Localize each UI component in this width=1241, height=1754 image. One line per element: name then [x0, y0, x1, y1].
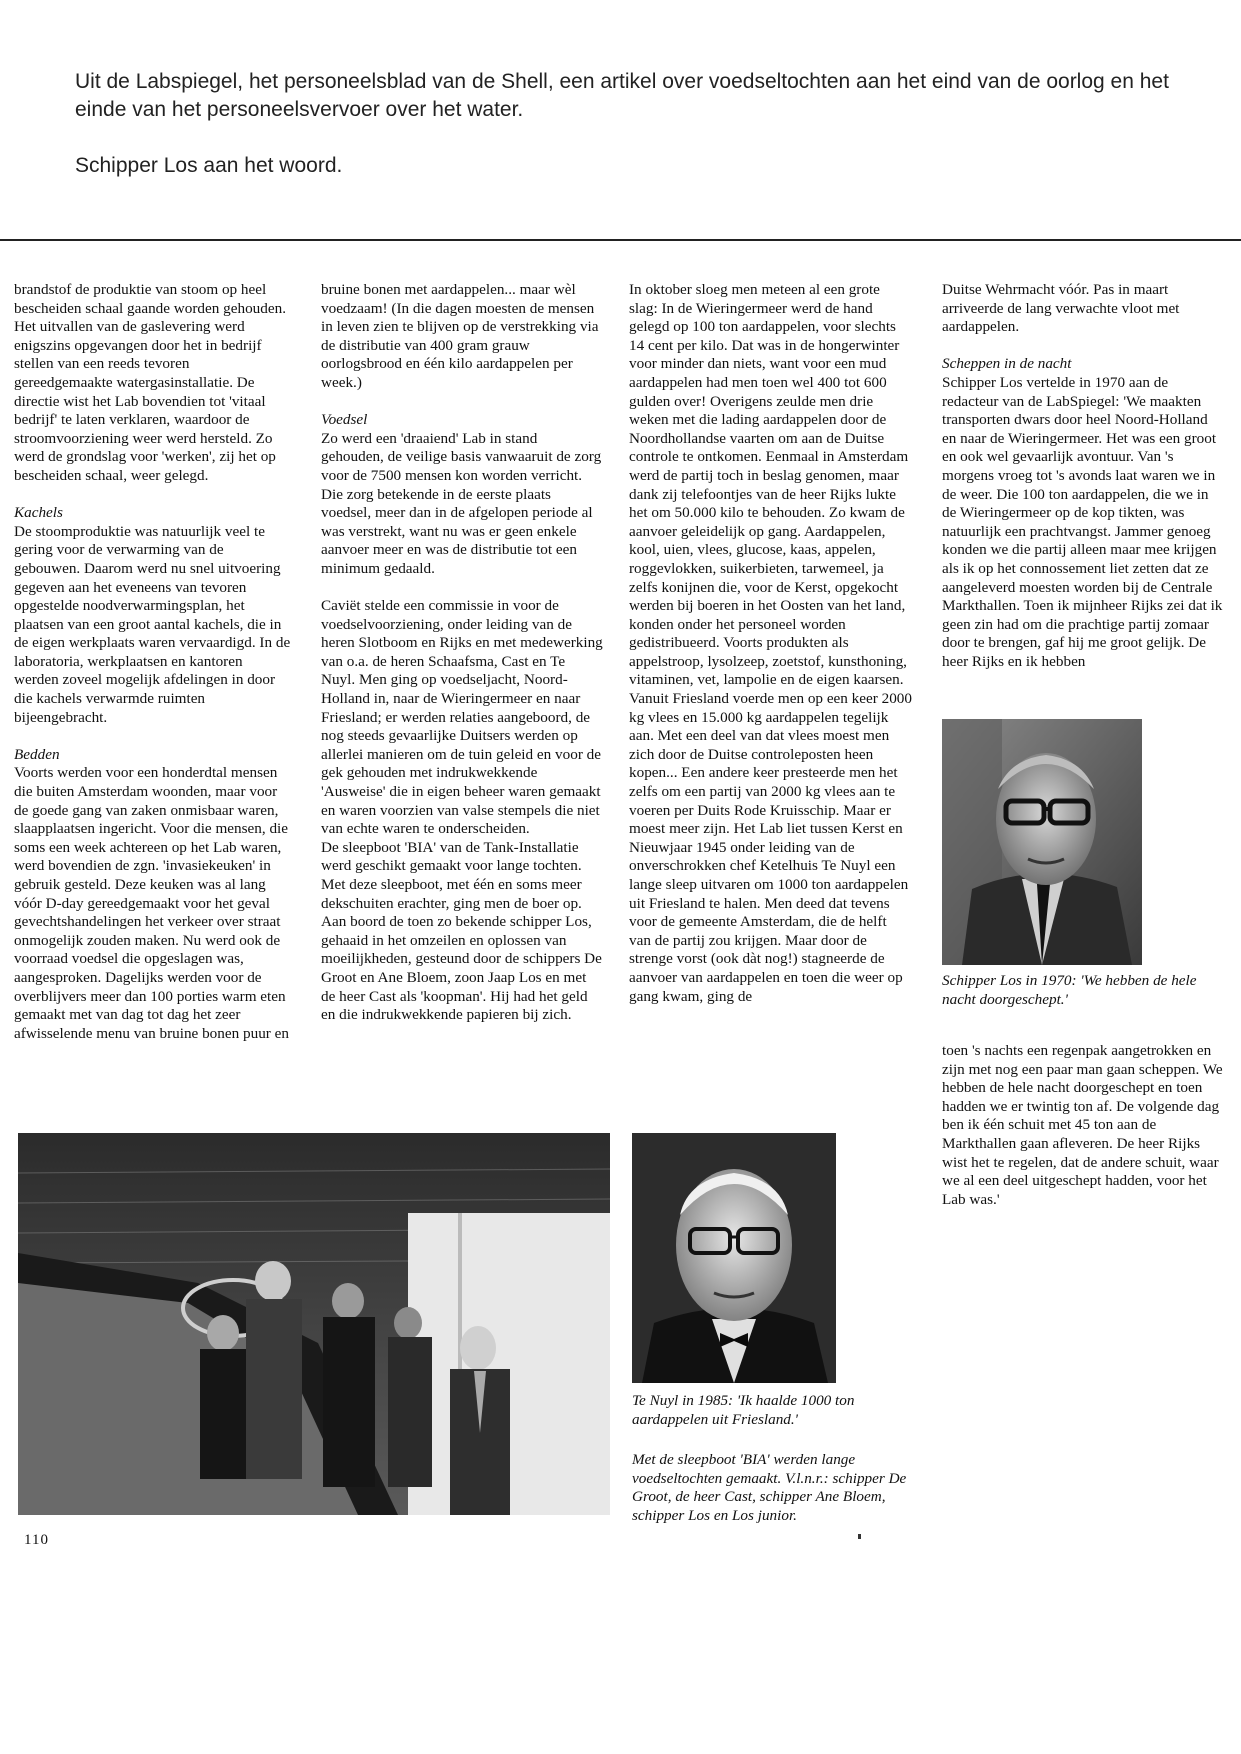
paragraph: De stoomproduktie was natuurlijk veel te gering voor de verwarming van de gebouwen. Daarom werd nu snel uitvoering gegeven aan het eveneens van tevoren opgestelde noodverwarmingsplan, het plaatsen van een groot aantal kachels, die in de eigen werkplaats waren vervaardigd. In de laboratoria, werkplaatsen en kantoren werden zoveel mogelijk afdelingen in door die kachels verwarmde ruimten bijeengebracht. — [14, 522, 291, 726]
intro-paragraph: Schipper Los aan het woord. — [75, 154, 343, 177]
page-number: 110 — [24, 1532, 49, 1548]
paragraph: brandstof de produktie van stoom op heel bescheiden schaal gaande worden gehouden. Het uitvallen van de gaslevering werd enigszins opgevangen door het in bedrijf stellen van een reeds tevoren gereedgemaakte watergasinstallatie. De directie wist het Lab bovendien tot 'vitaal bedrijf' te laten verklaren, waardoor de stroomvoorziening weer werd hersteld. Zo werd de grondslag voor 'werken', zij het op bescheiden schaal, weer gelegd. — [14, 281, 286, 484]
article-column-4 — [942, 281, 1225, 671]
paragraph: Vanuit Friesland voerde men op een keer 2000 kg vlees en 15.000 kg aardappelen tegelijk aan. Met een deel van dat vlees moest men zich door de Duitse controleposten heen kopen... Een andere keer presteerde men het zelfs om een partij van 2000 kg vlees aan te voeren per Duits Rode Kruisschip. Maar er moest meer zijn. Het Lab liet tussen Kerst en Nieuwjaar 1945 onder leiding van de onverschrokken chef Ketelhuis Te Nuyl een lange sleep uitvaren om 1000 ton aardappelen uit Friesland te halen. Men deed dat tevens voor de gemeente Amsterdam, die de helft van de partij zou krijgen. Maar door de strenge vorst (ook dàt nog!) stagneerde de aanvoer van aardappelen en toen die weer op gang kwam, ging de — [629, 690, 912, 1005]
portrait-image — [632, 1133, 836, 1383]
paragraph: bruine bonen met aardappelen... maar wèl voedzaam! (In die dagen moesten de mensen in leven zien te blijven op de verstrekking via de distributie van 400 gram grauw oorlogsbrood en één kilo aardappelen per week.) — [321, 281, 599, 391]
paragraph: Zo werd een 'draaiend' Lab in stand gehouden, de veilige basis vanwaaruit de zorg voor de 7500 mensen kon worden verricht. Die zorg betekende in de eerste plaats voedsel, meer dan in de afgelopen periode al was verstrekt, want nu was er geen enkele aanvoer meer en was de distributie tot een minimum gedaald. — [321, 429, 602, 577]
caption-te-nuyl: Te Nuyl in 1985: 'Ik haalde 1000 ton aardappelen uit Friesland.' — [632, 1392, 855, 1428]
paragraph: Caviët stelde een commissie in voor de voedselvoorziening, onder leiding van de heren Slotboom en Rijks en met medewerking van o.a. de heren Schaafsma, Cast en Te Nuyl. Men ging op voedseljacht, Noord-Holland in, naar de Wieringermeer en naar Friesland; er werden relaties aangeboord, de nog steeds gevaarlijke Duitsers werden op allerlei manieren om de tuin geleid en voor de gek gehouden met indrukwekkende 'Ausweise' die in eigen beheer waren gemaakt en waren voorzien van valse stempels die niet van echte waren te onderscheiden. — [321, 597, 603, 838]
paragraph: Schipper Los vertelde in 1970 aan de redacteur van de LabSpiegel: 'We maakten transporten dwars door heel Noord-Holland en naar de Wieringermeer. Het was een groot en ook wel gevaarlijk avontuur. Van 's morgens vroeg tot 's avonds laat waren we in de weer. Die 100 ton aardappelen, die we in de Wieringermeer op de kop tikten, was natuurlijk een prachtvangst. Jammer genoeg konden we die partij alleen maar mee krijgen als ik op het connossement liet zetten dat ze aangeleverd moesten worden bij de Centrale Markthallen. Toen ik mijnheer Rijks zei dat ik geen zin had om die prachtige partij zomaar door te brengen, gaf hij me groot gelijk. De heer Rijks en ik hebben — [942, 373, 1223, 670]
article-column-3 — [629, 281, 912, 1006]
intro-paragraph: Uit de Labspiegel, het personeelsblad van de Shell, een artikel over voedseltochten aan het eind van de oorlog en het einde van het personeelsvervoer over het water. — [75, 70, 1169, 121]
intro-text — [75, 68, 1175, 208]
article-column-2 — [321, 281, 603, 1025]
photo-schipper-los — [942, 719, 1142, 965]
section-heading-kachels: Kachels — [14, 504, 63, 522]
photo-te-nuyl — [632, 1133, 836, 1383]
boat-crew-image — [18, 1133, 610, 1515]
section-heading-voedsel: Voedsel — [321, 411, 368, 429]
paragraph: toen 's nachts een regenpak aangetrokken en zijn met nog een paar man gaan scheppen. We hebben de hele nacht doorgeschept en toen hadden we er twintig ton af. De volgende dag ben ik één schuit met 45 ton aan de Markthallen gaan afleveren. De heer Rijks wist het te regelen, dat de andere schuit, waar we al een deel uitgeschept hadden, voor het Lab was.' — [942, 1042, 1223, 1208]
caption-sleepboot-bia: Met de sleepboot 'BIA' werden lange voedseltochten gemaakt. V.l.n.r.: schipper De Groot, de heer Cast, schipper Ane Bloem, schipper Los en Los junior. — [632, 1451, 907, 1524]
print-mark — [858, 1534, 861, 1539]
paragraph: Voorts werden voor een honderdtal mensen die buiten Amsterdam woonden, maar voor de goede gang van zaken onmisbaar waren, slaapplaatsen ingericht. Voor die mensen, die soms een week achtereen op het Lab waren, werd bovendien de zgn. 'invasiekeuken' in gebruik gesteld. Deze keuken was al lang vóór D-day gereedgemaakt voor het geval gevechtshandelingen het verkeer over straat onmogelijk zouden maken. Nu werd ook de voorraad voedsel die opgeslagen was, aangesproken. Dagelijks werden voor de overblijvers meer dan 100 porties warm eten gemaakt met van dag tot dag het zeer afwisselende menu van bruine bonen puur en — [14, 764, 289, 1042]
horizontal-rule — [0, 239, 1241, 241]
section-heading-bedden: Bedden — [14, 745, 60, 763]
photo-sleepboot-bia — [18, 1133, 610, 1515]
caption-schipper-los: Schipper Los in 1970: 'We hebben de hele nacht doorgeschept.' — [942, 972, 1197, 1008]
article-column-1 — [14, 281, 291, 1043]
section-heading-scheppen: Scheppen in de nacht — [942, 355, 1072, 373]
paragraph: Duitse Wehrmacht vóór. Pas in maart arriveerde de lang verwachte vloot met aardappelen. — [942, 281, 1180, 336]
article-column-4-continued — [942, 1042, 1225, 1209]
portrait-image — [942, 719, 1142, 965]
paragraph: In oktober sloeg men meteen al een grote slag: In de Wieringermeer werd de hand gelegd op 100 ton aardappelen, voor slechts 14 cent per kilo. Dat was in de hongerwinter voor minder dan niets, want voor een mud aardappelen had men toen wel 400 tot 600 gulden over! Overigens zeulde men drie weken met die lading aardappelen door de Noordhollandse vaarten om aan de Duitse controle te ontkomen. Eenmaal in Amsterdam werd de partij toch in beslag genomen, maar dank zij telefoontjes van de heer Rijks lukte het om 50.000 kilo te behouden. Zo kwam de aanvoer geleidelijk op gang. Aardappelen, kool, uien, vlees, glucose, kaas, appelen, roggevlokken, suikerbieten, tarwemeel, ja zelfs konijnen die, voor de Kerst, opgekocht werden bij boeren in het Oosten van het land, konden onder het personeel worden gedistribueerd. Voorts produkten als appelstroop, lysolzeep, zoetstof, kunsthoning, vitaminen, vet, lampolie en de eigen kaarsen. — [629, 281, 909, 689]
paragraph: De sleepboot 'BIA' van de Tank-Installatie werd geschikt gemaakt voor lange tochten. Met deze sleepboot, met één en soms meer dekschuiten erachter, ging men de boer op. Aan boord de toen zo bekende schipper Los, gehaaid in het omzeilen en oplossen van moeilijkheden, gesteund door de schippers De Groot en Ane Bloem, zoon Jaap Los en met de heer Cast als 'koopman'. Hij had het geld en die indrukwekkende papieren bij zich. — [321, 838, 602, 1024]
